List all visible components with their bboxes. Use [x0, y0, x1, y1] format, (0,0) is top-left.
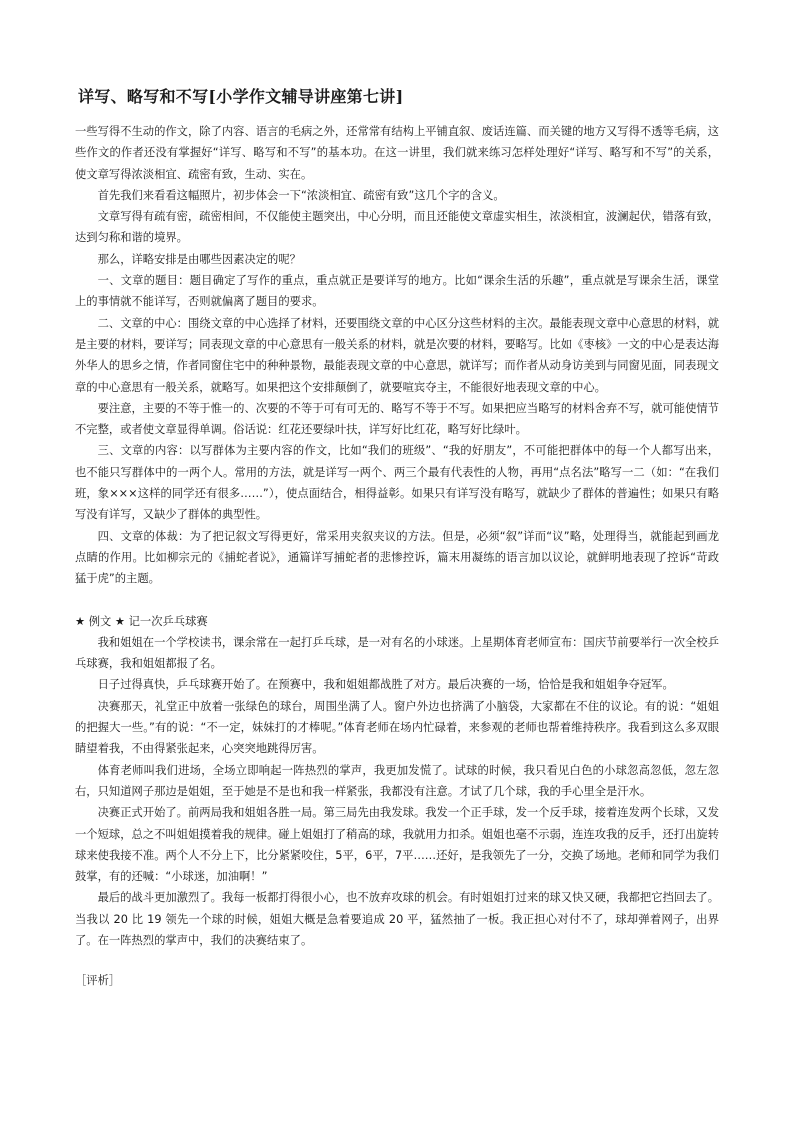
document-body	[75, 121, 719, 992]
example-paragraph-5: 决赛正式开始了。前两局我和姐姐各胜一局。第三局先由我发球。我发一个正手球，发一个反手球，接着连发两个长球，又发一个短球，总之不叫姐姐摸着我的规律。碰上姐姐打了稍高的球，我就用力扣杀。姐姐也毫不示弱，连连攻我的反手，还打出旋转球来使我接不准。两个人不分上下，比分紧紧咬住，5平，6平，7平……还好，是我领先了一分，交换了场地。老师和同学为我们鼓掌，有的还喊：“小球迷，加油啊！”	[75, 806, 719, 884]
question-paragraph: 那么，详略安排是由哪些因素决定的呢？	[97, 252, 301, 266]
note-paragraph: 要注意，主要的不等于惟一的、次要的不等于可有可无的、略写不等于不写。如果把应当略写的材料舍弃不写，就可能使情节不完整，或者使文章显得单调。俗话说：红花还要绿叶扶，详写好比红花，略写好比绿叶。	[75, 401, 719, 437]
point-content-paragraph: 三、文章的内容：以写群体为主要内容的作文，比如“我们的班级”、“我的好朋友”，不可能把群体中的每一个人都写出来，也不能只写群体中的一两个人。常用的方法，就是详写一两个、两三个最有代表性的人物，再用“点名法”略写一二（如：“在我们班，象×××这样的同学还有很多……”），使点面结合，相得益彰。如果只有详写没有略写，就缺少了群体的普遍性；如果只有略写没有详写，又缺少了群体的典型性。	[75, 444, 719, 522]
commentary-label: ［评析］	[75, 974, 121, 988]
example-paragraph-2: 日子过得真快，乒乓球赛开始了。在预赛中，我和姐姐都战胜了对方。最后决赛的一场，恰恰是我和姐姐争夺冠军。	[97, 678, 674, 692]
example-paragraph-3: 决赛那天，礼堂正中放着一张绿色的球台，周围坐满了人。窗户外边也挤满了小脑袋，大家都在不住的议论。有的说：“姐姐的把握大一些。”有的说：“不一定，妹妹打的才棒呢。”体育老师在场内忙碌着，来参观的老师也帮着维持秩序。我看到这么多双眼睛望着我，不由得紧张起来，心突突地跳得厉害。	[75, 699, 719, 756]
intro-paragraph: 一些写得不生动的作文，除了内容、语言的毛病之外，还常常有结构上平铺直叙、废话连篇、而关键的地方又写得不透等毛病，这些作文的作者还没有掌握好“详写、略写和不写”的基本功。在这一讲里，我们就来练习怎样处理好“详写、略写和不写”的关系，使文章写得浓淡相宜、疏密有致，生动、实在。	[75, 125, 719, 181]
density-paragraph: 文章写得有疏有密，疏密相间，不仅能使主题突出，中心分明，而且还能使文章虚实相生，浓淡相宜，波澜起伏，错落有致，达到匀称和谐的境界。	[75, 210, 719, 245]
point-title-paragraph: 一、文章的题目：题目确定了写作的重点，重点就正是要详写的地方。比如“课余生活的乐趣”，重点就是写课余生活，课堂上的事情就不能详写，否则就偏离了题目的要求。	[75, 274, 719, 309]
point-center-paragraph: 二、文章的中心：围绕文章的中心选择了材料，还要围绕文章的中心区分这些材料的主次。最能表现文章中心意思的材料，就是主要的材料，要详写；同表现文章的中心意思有一般关系的材料，就是次要的材料，要略写。比如《枣核》一文的中心是表达海外华人的思乡之情，作者同窗住宅中的种种景物，最能表现文章的中心意思，就详写；而作者从动身访美到与同窗见面，同表现文章的中心意思有一般关系，就略写。如果把这个安排颠倒了，就要喧宾夺主，不能很好地表现文章的中心。	[75, 316, 719, 394]
photo-paragraph: 首先我们来看看这幅照片，初步体会一下“浓淡相宜、疏密有致”这几个字的含义。	[97, 188, 505, 202]
point-genre-paragraph: 四、文章的体裁：为了把记叙文写得更好，常采用夹叙夹议的方法。但是，必须“叙”详而“议”略，处理得当，就能起到画龙点睛的作用。比如柳宗元的《捕蛇者说》，通篇详写捕蛇者的悲惨控诉，篇末用凝练的语言加以议论，就鲜明地表现了控诉“苛政猛于虎”的主题。	[75, 529, 719, 586]
example-paragraph-1: 我和姐姐在一个学校读书，课余常在一起打乒乓球，是一对有名的小球迷。上星期体育老师宣布：国庆节前要举行一次全校乒乓球赛，我和姐姐都报了名。	[75, 635, 719, 671]
example-paragraph-6: 最后的战斗更加激烈了。我每一板都打得很小心，也不放弃攻球的机会。有时姐姐打过来的球又快又硬，我都把它挡回去了。当我以 20 比 19 领先一个球的时候，姐姐大概是急着要追成 20 平，猛然抽了一板。我正担心对付不了，球却弹着网子，出界了。在一阵热烈的掌声中，我们的决赛结束了。	[75, 891, 719, 947]
example-heading: ★ 例文 ★ 记一次乒乓球赛	[75, 614, 208, 628]
example-paragraph-4: 体育老师叫我们进场，全场立即响起一阵热烈的掌声，我更加发慌了。试球的时候，我只看见白色的小球忽高忽低，忽左忽右，只知道网子那边是姐姐，至于她是不是也和我一样紧张，我都没有注意。才试了几个球，我的手心里全是汗水。	[75, 763, 719, 798]
page-title: 详写、略写和不写[小学作文辅导讲座第七讲]	[78, 87, 404, 106]
